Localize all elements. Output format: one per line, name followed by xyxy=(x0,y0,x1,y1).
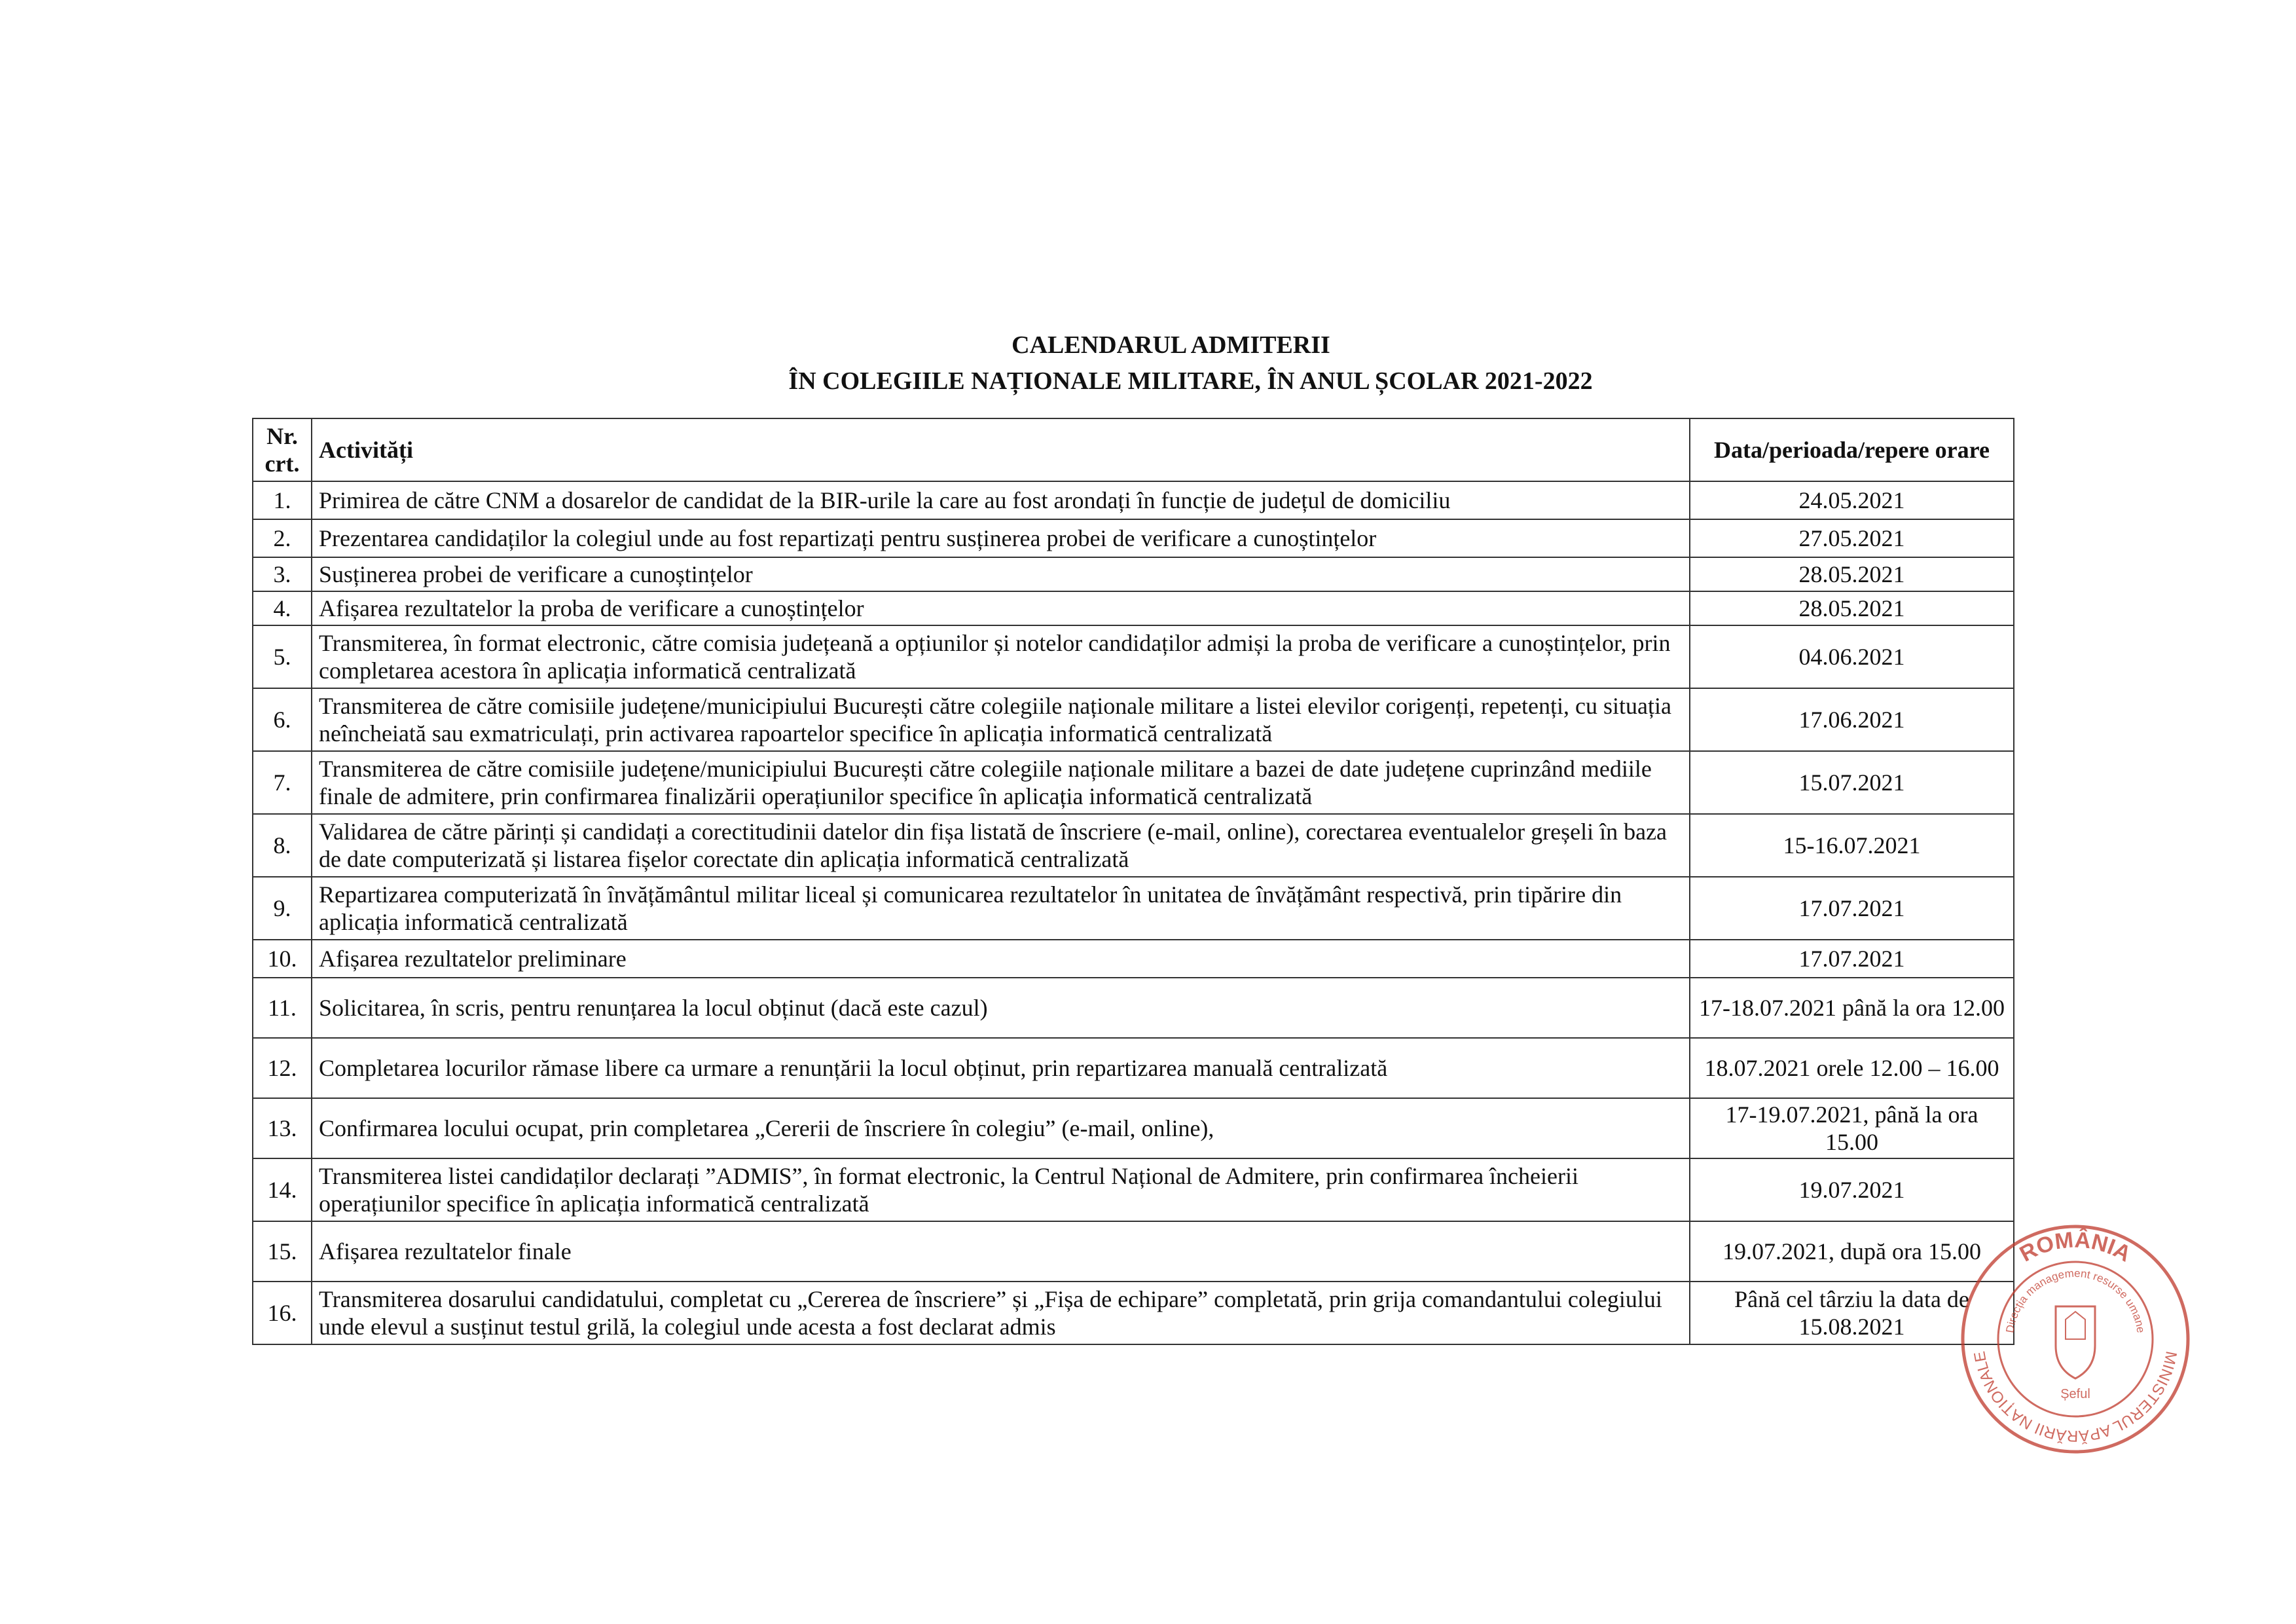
row-activity: Transmiterea dosarului candidatului, completat cu „Cererea de înscriere” și „Fișa de echipare” completată, prin grija comandantului colegiului unde elevul a susținut testul grilă, la colegiul unde acesta a fost declarat admis xyxy=(312,1282,1690,1344)
row-activity: Transmiterea de către comisiile județene/municipiului București către colegiile naționale militare a bazei de date județene cuprinzând mediile finale de admitere, prin confirmarea finalizării operațiunilor specifice în aplicația informatică centralizată xyxy=(312,751,1690,814)
row-date: 19.07.2021 xyxy=(1690,1158,2014,1221)
row-date: 18.07.2021 orele 12.00 – 16.00 xyxy=(1690,1038,2014,1098)
coat-of-arms-icon xyxy=(2056,1306,2095,1378)
header-date: Data/perioada/repere orare xyxy=(1690,418,2014,481)
stamp-center-text: Șeful xyxy=(2060,1387,2090,1401)
row-number: 4. xyxy=(253,591,312,625)
row-date: 17.07.2021 xyxy=(1690,877,2014,940)
row-activity: Transmiterea, în format electronic, către comisia județeană a opțiunilor și notelor candidaților admiși la proba de verificare a cunoștințelor, prin completarea acestora în aplicația informatică centralizată xyxy=(312,625,1690,688)
row-date: Până cel târziu la data de 15.08.2021 xyxy=(1690,1282,2014,1344)
table-row xyxy=(253,1221,2014,1282)
table-row xyxy=(253,1038,2014,1098)
row-number: 6. xyxy=(253,688,312,751)
stamp-top-text: ROMÂNIA xyxy=(2015,1227,2136,1267)
row-date: 17.07.2021 xyxy=(1690,940,2014,978)
row-number: 13. xyxy=(253,1098,312,1158)
row-number: 3. xyxy=(253,557,312,591)
row-activity: Transmiterea de către comisiile județene/municipiului București către colegiile naționale militare a listei elevilor corigenți, repetenți, cu situația neîncheiată sau exmatriculați, prin activarea rapoartelor specifice în aplicația informatică centralizată xyxy=(312,688,1690,751)
row-date: 04.06.2021 xyxy=(1690,625,2014,688)
table-row xyxy=(253,1098,2014,1158)
row-activity: Transmiterea listei candidaților declarați ”ADMIS”, în format electronic, la Centrul Național de Admitere, prin confirmarea încheierii operațiunilor specifice în aplicația informatică centralizată xyxy=(312,1158,1690,1221)
table-row xyxy=(253,978,2014,1038)
table-row xyxy=(253,557,2014,591)
row-activity: Afișarea rezultatelor la proba de verificare a cunoștințelor xyxy=(312,591,1690,625)
table-row xyxy=(253,688,2014,751)
row-date: 15.07.2021 xyxy=(1690,751,2014,814)
row-number: 8. xyxy=(253,814,312,877)
table-row xyxy=(253,1158,2014,1221)
row-activity: Solicitarea, în scris, pentru renunțarea la locul obținut (dacă este cazul) xyxy=(312,978,1690,1038)
row-number: 11. xyxy=(253,978,312,1038)
table-header-row xyxy=(253,418,2014,481)
row-number: 5. xyxy=(253,625,312,688)
table-row xyxy=(253,877,2014,940)
row-date: 27.05.2021 xyxy=(1690,519,2014,557)
row-number: 14. xyxy=(253,1158,312,1221)
row-date: 24.05.2021 xyxy=(1690,481,2014,519)
row-activity: Afișarea rezultatelor finale xyxy=(312,1221,1690,1282)
row-activity: Primirea de către CNM a dosarelor de candidat de la BIR-urile la care au fost arondați în funcție de județul de domiciliu xyxy=(312,481,1690,519)
header-nr: Nr. crt. xyxy=(253,418,312,481)
row-activity: Confirmarea locului ocupat, prin completarea „Cererii de înscriere în colegiu” (e-mail, online), xyxy=(312,1098,1690,1158)
table-row xyxy=(253,940,2014,978)
table-row xyxy=(253,519,2014,557)
row-date: 17-18.07.2021 până la ora 12.00 xyxy=(1690,978,2014,1038)
admission-calendar-table xyxy=(252,418,2014,1345)
row-number: 10. xyxy=(253,940,312,978)
stamp-ring-text: MINISTERUL APĂRĂRII NAȚIONALE xyxy=(1971,1350,2180,1445)
row-activity: Prezentarea candidaților la colegiul unde au fost repartizați pentru susținerea probei de verificare a cunoștințelor xyxy=(312,519,1690,557)
row-date: 28.05.2021 xyxy=(1690,557,2014,591)
stamp-inner-text: Direcția management resurse umane xyxy=(2003,1266,2147,1334)
header-activity: Activități xyxy=(312,418,1690,481)
title-line-1: CALENDARUL ADMITERII xyxy=(1011,331,1330,359)
table-row xyxy=(253,814,2014,877)
row-activity: Afișarea rezultatelor preliminare xyxy=(312,940,1690,978)
row-activity: Susținerea probei de verificare a cunoștințelor xyxy=(312,557,1690,591)
table-row xyxy=(253,481,2014,519)
row-number: 12. xyxy=(253,1038,312,1098)
row-number: 9. xyxy=(253,877,312,940)
row-date: 17.06.2021 xyxy=(1690,688,2014,751)
row-date: 17-19.07.2021, până la ora 15.00 xyxy=(1690,1098,2014,1158)
row-number: 7. xyxy=(253,751,312,814)
row-activity: Completarea locurilor rămase libere ca urmare a renunțării la locul obținut, prin repartizarea manuală centralizată xyxy=(312,1038,1690,1098)
table-row xyxy=(253,1282,2014,1344)
row-number: 16. xyxy=(253,1282,312,1344)
official-stamp xyxy=(1958,1221,2193,1457)
document-title xyxy=(0,327,2296,399)
table-row xyxy=(253,625,2014,688)
row-activity: Validarea de către părinți și candidați a corectitudinii datelor din fișa listată de înscriere (e-mail, online), corectarea eventualelor greșeli în baza de date computerizată și listarea fișelor corectate din aplicația informatică centralizată xyxy=(312,814,1690,877)
row-number: 15. xyxy=(253,1221,312,1282)
row-number: 2. xyxy=(253,519,312,557)
table-row xyxy=(253,751,2014,814)
row-number: 1. xyxy=(253,481,312,519)
row-date: 28.05.2021 xyxy=(1690,591,2014,625)
title-line-2: ÎN COLEGIILE NAȚIONALE MILITARE, ÎN ANUL ȘCOLAR 2021-2022 xyxy=(788,367,1593,396)
table-row xyxy=(253,591,2014,625)
row-date: 19.07.2021, după ora 15.00 xyxy=(1690,1221,2014,1282)
row-date: 15-16.07.2021 xyxy=(1690,814,2014,877)
row-activity: Repartizarea computerizată în învățământul militar liceal și comunicarea rezultatelor în unitatea de învățământ respectivă, prin tipărire din aplicația informatică centralizată xyxy=(312,877,1690,940)
